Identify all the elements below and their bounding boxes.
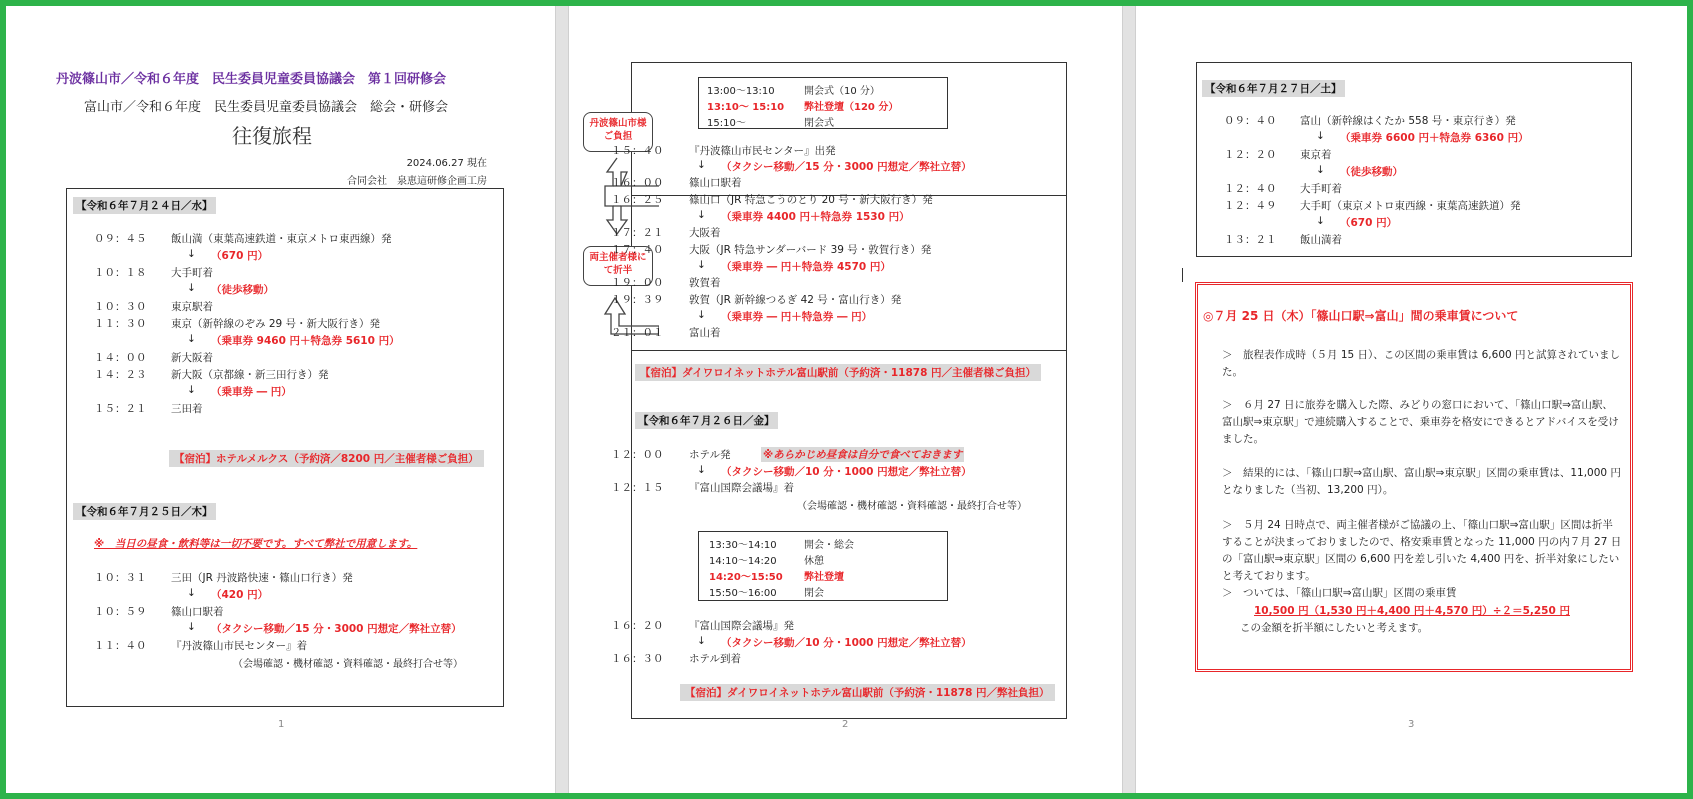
notice-item: ＞ 旅程表作成時（５月 15 日）、この区間の乗車賃は 6,600 円と試算されていました。 <box>1222 349 1621 378</box>
itinerary-text: 三田着 <box>171 403 203 415</box>
day-header: 【令和６年７月２５日／木】 <box>73 503 216 520</box>
page-number: 1 <box>278 719 285 730</box>
down-arrow-icon: ↓ <box>697 635 706 647</box>
time: ０９：４０ <box>1224 115 1277 127</box>
time: １６：００ <box>611 177 664 189</box>
itinerary-text: 東京駅着 <box>171 301 213 313</box>
itinerary-text: 『富山国際会議場』発 <box>689 620 794 632</box>
time: １６：２０ <box>611 620 664 632</box>
time: １２：００ <box>611 449 664 461</box>
fare: （徒歩移動） <box>1340 166 1403 178</box>
time: １６：２５ <box>611 194 664 206</box>
itinerary-text: ホテル発 <box>689 449 731 461</box>
fare: （タクシー移動／10 分・1000 円想定／弊社立替） <box>721 637 972 649</box>
schedule-time: 13:10～ 15:10 <box>707 102 785 113</box>
title-line-2: 富山市／令和６年度 民生委員児童委員協議会 総会・研修会 <box>84 100 449 115</box>
down-arrow-icon: ↓ <box>187 587 196 599</box>
notice-item: ＞ 結果的には、「篠山口駅⇒富山駅、富山駅⇒東京駅」区間の乗車賃は、11,000 円となりました（当初、13,200 円）。 <box>1222 467 1621 496</box>
schedule-text: 弊社登壇（120 分） <box>804 102 899 113</box>
time: １２：２０ <box>1224 149 1277 161</box>
time: １９：３９ <box>611 294 664 306</box>
divider <box>631 350 1067 351</box>
fare: （乗車券 ― 円） <box>211 386 292 398</box>
itinerary-text: 敦賀（JR 新幹線つるぎ 42 号・富山行き）発 <box>689 294 902 306</box>
itinerary-text: 大阪着 <box>689 227 721 239</box>
itinerary-text: 大阪（JR 特急サンダーバード 39 号・敦賀行き）発 <box>689 244 932 256</box>
time: １４：２３ <box>94 369 147 381</box>
fare: （670 円） <box>1340 217 1398 229</box>
itinerary-text: 篠山口駅着 <box>689 177 742 189</box>
itinerary-text: 篠山口（JR 特急こうのとり 20 号・新大阪行き）発 <box>689 194 933 206</box>
fare-notice-box <box>1195 282 1633 672</box>
time: １３：２１ <box>1224 234 1277 246</box>
itinerary-text: 飯山満（東葉高速鉄道・東京メトロ東西線）発 <box>171 233 392 245</box>
time: １０：５９ <box>94 606 147 618</box>
schedule-text: 休憩 <box>804 556 824 567</box>
time: １７：４０ <box>611 244 664 256</box>
callout-text: 両主催者様に て折半 <box>589 252 647 276</box>
schedule-time: 13:00～13:10 <box>707 86 775 97</box>
fare: （670 円） <box>211 250 269 262</box>
down-arrow-icon: ↓ <box>697 159 706 171</box>
down-arrow-icon: ↓ <box>187 621 196 633</box>
itinerary-text: 大手町着 <box>1300 183 1342 195</box>
itinerary-text: 東京（新幹線のぞみ 29 号・新大阪行き）発 <box>171 318 381 330</box>
date-stamp: 2024.06.27 現在 <box>406 158 487 169</box>
stay-note: 【宿泊】ダイワロイネットホテル富山駅前（予約済・11878 円／主催者様ご負担） <box>635 364 1041 381</box>
page-3 <box>1136 6 1687 793</box>
stay-note: 【宿泊】ホテルメルクス（予約済／8200 円／主催者様ご負担） <box>169 450 484 467</box>
day-header: 【令和６年７月２７日／土】 <box>1202 80 1345 97</box>
notice-title: ◎７月 25 日（木）「篠山口駅⇒富山」間の乗車賃について <box>1203 309 1519 323</box>
itinerary-text: 大手町（東京メトロ東西線・東葉高速鉄道）発 <box>1300 200 1521 212</box>
itinerary-text: 大手町着 <box>171 267 213 279</box>
page-2 <box>569 6 1122 793</box>
time: １１：４０ <box>94 640 147 652</box>
notice-item: ＞ ついては、「篠山口駅⇒富山駅」区間の乗車賃 <box>1222 587 1457 599</box>
itinerary-text: 富山（新幹線はくたか 558 号・東京行き）発 <box>1300 115 1516 127</box>
fare: （タクシー移動／10 分・1000 円想定／弊社立替） <box>721 466 972 478</box>
fare: （徒歩移動） <box>211 284 274 296</box>
callout-text: 丹波篠山市様 ご負担 <box>589 118 647 142</box>
time: １４：００ <box>94 352 147 364</box>
itinerary-text: 篠山口駅着 <box>171 606 224 618</box>
itinerary-text: 三田（JR 丹波路快速・篠山口行き）発 <box>171 572 353 584</box>
itinerary-subtext: （会場確認・機材確認・資料確認・最終打合せ等） <box>797 501 1027 512</box>
fare: （タクシー移動／15 分・3000 円想定／弊社立替） <box>211 623 462 635</box>
fare: （乗車券 9460 円＋特急券 5610 円） <box>211 335 400 347</box>
schedule-time: 14:20～15:50 <box>709 572 783 583</box>
time: １９：００ <box>611 277 664 289</box>
page-1 <box>6 6 555 793</box>
down-arrow-icon: ↓ <box>697 259 706 271</box>
down-arrow-icon: ↓ <box>187 384 196 396</box>
fare: （乗車券 4400 円＋特急券 1530 円） <box>721 211 910 223</box>
time: １７：２１ <box>611 227 664 239</box>
fare: （乗車券 ― 円＋特急券 ― 円） <box>721 311 873 323</box>
itinerary-text: ホテル到着 <box>689 653 741 665</box>
down-arrow-icon: ↓ <box>1316 164 1325 176</box>
schedule-time: 14:10～14:20 <box>709 556 777 567</box>
itinerary-text: 富山着 <box>689 327 721 339</box>
time: １５：４０ <box>611 145 664 157</box>
time: １６：３０ <box>611 653 664 665</box>
time: １２：４９ <box>1224 200 1277 212</box>
time: １０：１８ <box>94 267 147 279</box>
page-gutter <box>1122 6 1136 793</box>
day-note: ※ 当日の昼食・飲料等は一切不要です。すべて弊社で用意します。 <box>94 538 418 550</box>
page-gutter <box>555 6 569 793</box>
itinerary-text: 東京着 <box>1300 149 1332 161</box>
fare: （乗車券 6600 円＋特急券 6360 円） <box>1340 132 1529 144</box>
down-arrow-icon: ↓ <box>697 464 706 476</box>
day-header: 【令和６年７月２４日／水】 <box>73 197 216 214</box>
schedule-time: 15:10～ <box>707 118 746 129</box>
itinerary-subtext: （会場確認・機材確認・資料確認・最終打合せ等） <box>233 659 463 670</box>
schedule-text: 開会・総会 <box>804 540 854 551</box>
schedule-time: 13:30～14:10 <box>709 540 777 551</box>
fare-formula: 10,500 円（1,530 円＋4,400 円＋4,570 円）÷２＝5,250 円 <box>1254 605 1570 617</box>
schedule-text: 弊社登壇 <box>804 572 844 583</box>
text-cursor[interactable] <box>1182 268 1183 282</box>
stay-note: 【宿泊】ダイワロイネットホテル富山駅前（予約済・11878 円／弊社負担） <box>680 684 1055 701</box>
fare: （乗車券 ― 円＋特急券 4570 円） <box>721 261 891 273</box>
down-arrow-icon: ↓ <box>187 248 196 260</box>
time: ２１：０１ <box>611 327 664 339</box>
day-header: 【令和６年７月２６日／金】 <box>635 412 778 429</box>
itinerary-text: 『丹波篠山市民センター』着 <box>171 640 308 652</box>
meal-note: ※あらかじめ昼食は自分で食べておきます <box>763 449 963 461</box>
fare: （タクシー移動／15 分・3000 円想定／弊社立替） <box>721 161 972 173</box>
down-arrow-icon: ↓ <box>1316 130 1325 142</box>
itinerary-text: 飯山満着 <box>1300 234 1342 246</box>
fare: （420 円） <box>211 589 269 601</box>
time: １５：２１ <box>94 403 147 415</box>
schedule-text: 開会式（10 分） <box>804 86 880 97</box>
schedule-time: 15:50～16:00 <box>709 588 777 599</box>
time: １０：３１ <box>94 572 147 584</box>
notice-item: ＞ ６月 27 日に旅券を購入した際、みどりの窓口において、「篠山口駅⇒富山駅、富山駅⇒東京駅」で連続購入することで、乗車券を格安にできるとアドバイスを受けました。 <box>1222 399 1619 445</box>
title-line-1: 丹波篠山市／令和６年度 民生委員児童委員協議会 第１回研修会 <box>56 72 447 87</box>
time: ０９：４５ <box>94 233 147 245</box>
down-arrow-icon: ↓ <box>187 333 196 345</box>
company-name: 合同会社 泉恵這研修企画工房 <box>347 176 487 187</box>
time: １２：１５ <box>611 482 664 494</box>
document-title: 往復旅程 <box>232 124 312 148</box>
page-number: 3 <box>1408 719 1415 730</box>
down-arrow-icon: ↓ <box>1316 215 1325 227</box>
down-arrow-icon: ↓ <box>697 309 706 321</box>
time: １０：３０ <box>94 301 147 313</box>
itinerary-text: 新大阪着 <box>171 352 213 364</box>
itinerary-text: 『丹波篠山市民センター』出発 <box>689 145 836 157</box>
notice-closing: この金額を折半額にしたいと考えます。 <box>1240 622 1429 634</box>
time: １１：３０ <box>94 318 147 330</box>
notice-item: ＞ ５月 24 日時点で、両主催者様がご協議の上、「篠山口駅⇒富山駅」区間は折半することが決まっておりましたので、格安乗車賃となった 11,000 円の内７月 27 日の「富山駅⇒東京駅」区間の 6,600 円を差し引いた 4,400 円を、折半対象にしたいと考えております。 <box>1222 519 1622 582</box>
page-number: 2 <box>842 719 849 730</box>
itinerary-text: 『富山国際会議場』着 <box>689 482 794 494</box>
schedule-text: 閉会 <box>804 588 824 599</box>
down-arrow-icon: ↓ <box>697 209 706 221</box>
itinerary-text: 新大阪（京都線・新三田行き）発 <box>171 369 329 381</box>
itinerary-text: 敦賀着 <box>689 277 721 289</box>
time: １２：４０ <box>1224 183 1277 195</box>
schedule-text: 閉会式 <box>804 118 834 129</box>
down-arrow-icon: ↓ <box>187 282 196 294</box>
